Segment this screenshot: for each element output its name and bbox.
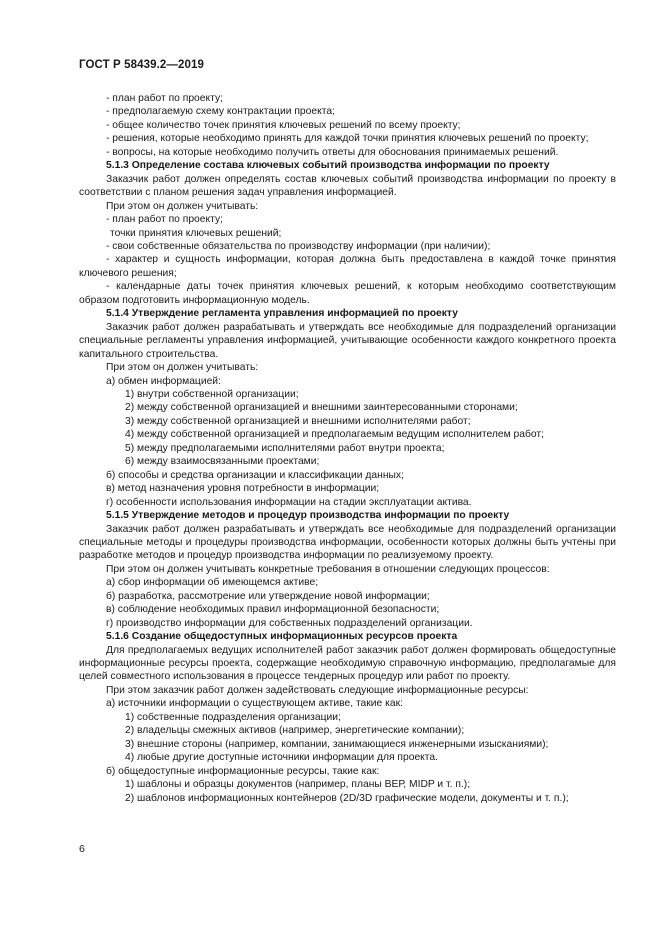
bullet-item: - календарные даты точек принятия ключевых решений, к которым необходимо соответствующим образом подготовить информационную модель. <box>79 281 616 306</box>
section-heading: 5.1.6 Создание общедоступных информационных ресурсов проекта <box>106 631 458 643</box>
list-item: а) обмен информацией: <box>106 375 221 387</box>
list-item: б) разработка, рассмотрение или утверждение новой информации; <box>106 590 430 602</box>
section-heading: 5.1.4 Утверждение регламента управления информацией по проекту <box>106 308 458 320</box>
list-item: г) особенности использования информации на стадии эксплуатации актива. <box>106 496 472 508</box>
sub-list-item: 1) собственные подразделения организации; <box>125 711 341 723</box>
sub-list-item: 1) внутри собственной организации; <box>125 388 299 400</box>
bullet-item: - план работ по проекту; <box>106 214 223 226</box>
paragraph: При этом он должен учитывать конкретные требования в отношении следующих процессов: <box>106 563 550 575</box>
list-item: б) способы и средства организации и классификации данных; <box>106 469 404 481</box>
list-item: в) метод назначения уровня потребности в информации; <box>106 483 380 495</box>
page-number: 6 <box>79 843 85 855</box>
document-header: ГОСТ Р 58439.2—2019 <box>79 59 204 71</box>
sub-list-item: 1) шаблоны и образцы документов (например, планы ВЕР, MIDP и т. п.); <box>125 779 471 791</box>
sub-list-item: 2) между собственной организацией и внешними заинтересованными сторонами; <box>125 402 518 414</box>
bullet-item: - общее количество точек принятия ключевых решений по всему проекту; <box>106 119 461 131</box>
sub-list-item: 4) между собственной организацией и предполагаемым ведущим исполнителем работ; <box>125 429 544 441</box>
sub-list-item: 2) шаблонов информационных контейнеров (2D/3D графические модели, документы и т. п.); <box>125 792 569 804</box>
list-item: в) соблюдение необходимых правил информационной безопасности; <box>106 604 440 616</box>
paragraph: Заказчик работ должен разрабатывать и утверждать все необходимые для подразделений организации специальные методы и процедуры производства информации, особенности которых должны быть учтены при разработке методов и процедур производства информации по реализуемому проекту. <box>79 523 616 562</box>
sub-list-item: 3) внешние стороны (например, компании, занимающиеся инженерными изысканиями); <box>125 738 549 750</box>
paragraph: При этом заказчик работ должен задействовать следующие информационные ресурсы: <box>106 684 529 696</box>
paragraph: Для предполагаемых ведущих исполнителей работ заказчик работ должен формировать общедоступные информационные ресурсы проекта, содержащие необходимую справочную информацию, предполагамые для целей совместного использования в процессе тендерных процедур или работ по проекту. <box>79 644 616 683</box>
list-item: г) производство информации для собственных подразделений организации. <box>106 617 473 629</box>
sub-list-item: 2) владельцы смежных активов (например, энергетические компании); <box>125 725 465 737</box>
list-item: а) сбор информации об имеющемся активе; <box>106 577 319 589</box>
paragraph: При этом он должен учитывать: <box>106 200 259 212</box>
paragraph: При этом он должен учитывать: <box>106 362 259 374</box>
paragraph: Заказчик работ должен разрабатывать и утверждать все необходимые для подразделений организации специальные регламенты управления информацией, учитывающие особенности каждого конкретного проекта капитального строительства. <box>79 321 616 360</box>
section-heading: 5.1.3 Определение состава ключевых событий производства информации по проекту <box>106 160 550 172</box>
section-heading: 5.1.5 Утверждение методов и процедур производства информации по проекту <box>106 510 510 522</box>
list-item: а) источники информации о существующем активе, такие как: <box>106 698 403 710</box>
sub-list-item: 6) между взаимосвязанными проектами; <box>125 456 320 468</box>
sub-list-item: 4) любые другие доступные источники информации для проекта. <box>125 752 438 764</box>
bullet-item: - решения, которые необходимо принять для каждой точки принятия ключевых решений по проекту; <box>106 133 589 145</box>
sub-list-item: 3) между собственной организацией и внешними исполнителями работ; <box>125 415 471 427</box>
list-item: б) общедоступные информационные ресурсы, такие как: <box>106 765 380 777</box>
sub-list-item: 5) между предполагаемыми исполнителями работ внутри проекта; <box>125 442 445 454</box>
bullet-item: - план работ по проекту; <box>106 93 223 104</box>
bullet-item: - предполагаемую схему контрактации проекта; <box>106 106 335 118</box>
paragraph: Заказчик работ должен определять состав ключевых событий производства информации по проекту в соответствии с планом решения задач управления информацией. <box>79 173 616 199</box>
bullet-item: - свои собственные обязательства по производству информации (при наличии); <box>106 240 491 252</box>
document-body <box>79 92 616 805</box>
bullet-item: точки принятия ключевых решений; <box>110 227 282 239</box>
bullet-item: - характер и сущность информации, которая должна быть предоставлена в каждой точке принятия ключевого решения; <box>79 254 616 279</box>
bullet-item: - вопросы, на которые необходимо получить ответы для обоснования принимаемых решений. <box>106 146 559 158</box>
